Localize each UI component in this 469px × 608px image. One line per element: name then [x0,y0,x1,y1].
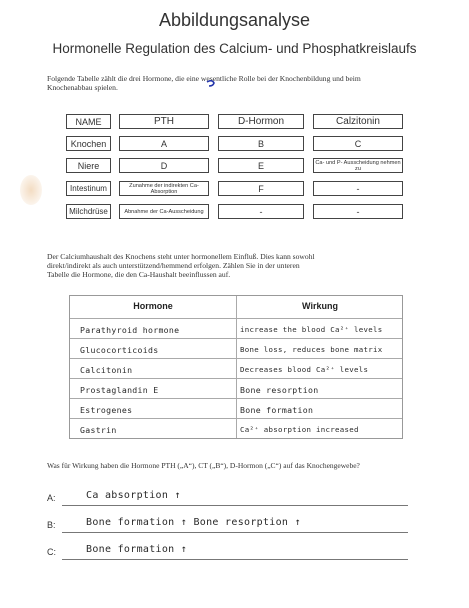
answer-label-a: A: [47,493,56,503]
table1-row-niere-name: Niere [66,158,111,173]
answer-line-b [62,532,408,533]
intro-text-1b: , die eine wesentliche Rolle bei der Knochenbildung und beim [171,74,361,83]
table1-header-name: NAME [66,114,111,129]
instruction-line-3: Tabelle die Hormone, die den Ca-Haushalt beeinflussen auf. [47,270,231,279]
instruction-line-2: direkt/indirekt als auch unterstützend/hemmend erfolgen. Zählen Sie in der unteren [47,261,300,270]
intro-text-2: Knochenabbau spielen. [47,83,118,92]
intro-paragraph [47,74,447,92]
table1-row-knochen-calzitonin: C [313,136,403,151]
table1-row-intestinum-name: Intestinum [66,181,111,196]
table1-row-intestinum-calzitonin: - [313,181,403,196]
effect-cell: Bone resorption [240,385,319,395]
effect-cell: Decreases blood Ca²⁺ levels [240,365,369,374]
page-title: Abbildungsanalyse [158,10,311,30]
effect-column-header: Wirkung [302,301,338,311]
table1-row-knochen-pth: A [119,136,209,151]
hormone-table [69,295,403,439]
table1-row-milchdruese-pth: Abnahme der Ca-Ausscheidung [119,204,209,219]
answer-line-c [62,559,408,560]
answer-line-a [62,505,408,506]
instruction-paragraph [47,252,447,279]
table1-row-niere-pth: D [119,158,209,173]
effect-cell: increase the blood Ca²⁺ levels [240,325,383,334]
row-divider [70,318,402,319]
hormone-cell: Glucocorticoids [80,345,159,355]
table1-row-milchdruese-dhormon: - [218,204,304,219]
hormone-cell: Gastrin [80,425,117,435]
page-subtitle: Hormonelle Regulation des Calcium- und Phosphatkreislaufs [52,41,417,56]
answer-c: Bone formation ↑ [86,544,188,555]
hormone-column-header: Hormone [133,301,173,311]
answer-a: Ca absorption ↑ [86,490,181,501]
paper-stain [20,175,42,205]
row-divider [70,358,402,359]
table1-row-intestinum-dhormon: F [218,181,304,196]
answer-b: Bone formation ↑ Bone resorption ↑ [86,517,301,528]
intro-text-1: Folgende Tabelle zählt die drei Hormone [47,74,172,83]
question-text: Was für Wirkung haben die Hormone PTH („A“), CT („B“), D-Hormon („C“) auf das Knochengewebe? [47,461,360,470]
row-divider [70,418,402,419]
row-divider [70,378,402,379]
table1-row-intestinum-pth: Zunahme der indirekten Ca-Absorption [119,181,209,196]
table1-header-calzitonin: Calzitonin [313,114,403,129]
effect-cell: Bone loss, reduces bone matrix [240,345,383,354]
answer-label-c: C: [47,547,56,557]
answer-label-b: B: [47,520,56,530]
hormone-cell: Calcitonin [80,365,133,375]
table1-row-niere-dhormon: E [218,158,304,173]
table1-row-niere-calzitonin: Ca- und P- Ausscheidung nehmen zu [313,158,403,173]
effect-cell: Ca²⁺ absorption increased [240,425,359,434]
pen-mark-icon [206,80,216,88]
table1-row-knochen-dhormon: B [218,136,304,151]
table1-row-milchdruese-name: Milchdrüse [66,204,111,219]
hormone-cell: Estrogenes [80,405,133,415]
table1-row-milchdruese-calzitonin: - [313,204,403,219]
effect-cell: Bone formation [240,405,314,415]
hormone-cell: Parathyroid hormone [80,325,180,335]
row-divider [70,398,402,399]
table1-row-knochen-name: Knochen [66,136,111,151]
hormone-cell: Prostaglandin E [80,385,159,395]
table1-header-dhormon: D-Hormon [218,114,304,129]
row-divider [70,338,402,339]
instruction-line-1: Der Calciumhaushalt des Knochens steht unter hormonellem Einfluß. Dies kann sowohl [47,252,315,261]
table1-header-pth: PTH [119,114,209,129]
